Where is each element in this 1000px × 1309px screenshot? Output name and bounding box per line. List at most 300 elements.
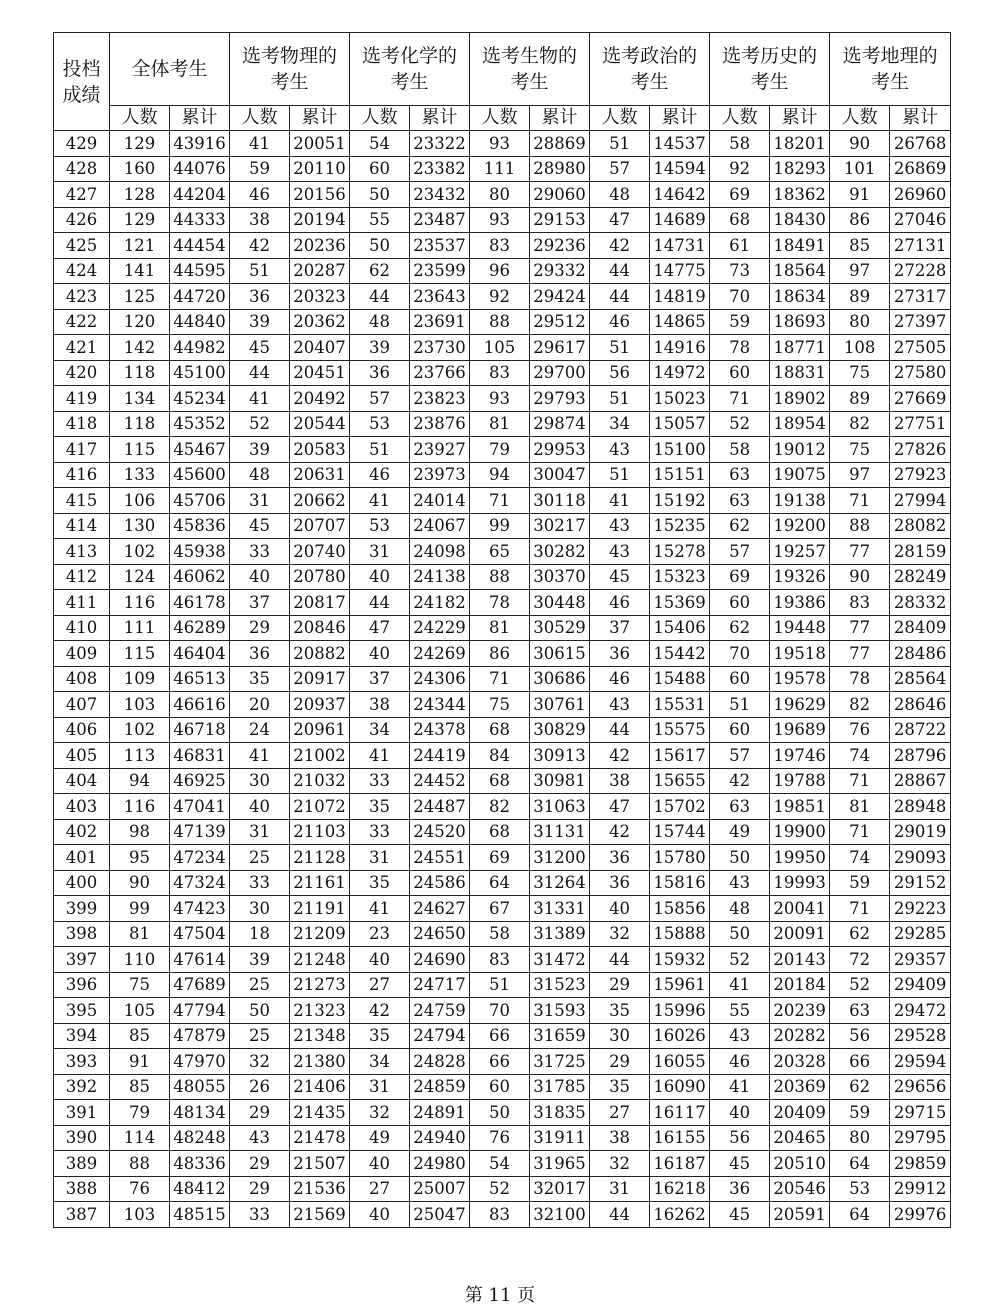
table-row (54, 921, 951, 947)
cumulative-cell: 46718 (170, 717, 230, 743)
score-cell: 387 (54, 1202, 110, 1228)
cumulative-cell: 20184 (770, 972, 830, 998)
cumulative-cell: 21406 (290, 1074, 350, 1100)
cumulative-cell: 23643 (410, 284, 470, 310)
count-cell: 40 (230, 794, 290, 820)
count-cell: 31 (590, 1176, 650, 1202)
cumulative-cell: 30761 (530, 692, 590, 718)
cumulative-cell: 31200 (530, 845, 590, 871)
cumulative-cell: 16090 (650, 1074, 710, 1100)
count-cell: 41 (350, 743, 410, 769)
group-header-chemistry: 选考化学的考生 (350, 33, 470, 106)
score-cell: 419 (54, 386, 110, 412)
count-header: 人数 (710, 106, 770, 131)
count-cell: 81 (110, 921, 170, 947)
cumulative-cell: 24014 (410, 488, 470, 514)
count-cell: 46 (590, 590, 650, 616)
count-cell: 109 (110, 666, 170, 692)
cumulative-cell: 21161 (290, 870, 350, 896)
count-cell: 44 (230, 360, 290, 386)
count-cell: 50 (710, 921, 770, 947)
table-row (54, 335, 951, 361)
cumulative-cell: 15961 (650, 972, 710, 998)
cumulative-cell: 16117 (650, 1100, 710, 1126)
cumulative-cell: 18491 (770, 233, 830, 259)
cumulative-cell: 30981 (530, 768, 590, 794)
count-cell: 35 (350, 794, 410, 820)
count-cell: 57 (590, 156, 650, 182)
cumulative-cell: 20917 (290, 666, 350, 692)
count-cell: 68 (470, 768, 530, 794)
count-cell: 48 (710, 896, 770, 922)
cumulative-cell: 15856 (650, 896, 710, 922)
count-cell: 35 (350, 1023, 410, 1049)
count-cell: 41 (590, 488, 650, 514)
cumulative-cell: 19075 (770, 462, 830, 488)
cumulative-cell: 28486 (890, 641, 951, 667)
count-cell: 83 (470, 947, 530, 973)
cumulative-cell: 27669 (890, 386, 951, 412)
score-cell: 429 (54, 131, 110, 157)
cumulative-cell: 18771 (770, 335, 830, 361)
count-cell: 40 (230, 564, 290, 590)
cumulative-cell: 16218 (650, 1176, 710, 1202)
count-cell: 160 (110, 156, 170, 182)
count-header: 人数 (110, 106, 170, 131)
cumulative-cell: 23927 (410, 437, 470, 463)
cumulative-cell: 31264 (530, 870, 590, 896)
cumulative-cell: 21348 (290, 1023, 350, 1049)
cumulative-cell: 19788 (770, 768, 830, 794)
cumulative-cell: 20239 (770, 998, 830, 1024)
cumulative-cell: 48515 (170, 1202, 230, 1228)
count-cell: 53 (830, 1176, 890, 1202)
cumulative-cell: 29795 (890, 1125, 951, 1151)
cumulative-cell: 29019 (890, 819, 951, 845)
table-row (54, 156, 951, 182)
score-cell: 418 (54, 411, 110, 437)
count-cell: 118 (110, 411, 170, 437)
count-cell: 93 (470, 207, 530, 233)
cumulative-cell: 46062 (170, 564, 230, 590)
table-row (54, 896, 951, 922)
cumulative-cell: 24551 (410, 845, 470, 871)
count-cell: 29 (230, 1100, 290, 1126)
table-row (54, 1023, 951, 1049)
count-cell: 85 (110, 1023, 170, 1049)
cumulative-cell: 21569 (290, 1202, 350, 1228)
cumulative-cell: 21248 (290, 947, 350, 973)
score-cell: 416 (54, 462, 110, 488)
count-cell: 77 (830, 539, 890, 565)
table-row (54, 743, 951, 769)
count-cell: 41 (710, 972, 770, 998)
cumulative-cell: 24759 (410, 998, 470, 1024)
count-cell: 71 (830, 819, 890, 845)
count-cell: 55 (350, 207, 410, 233)
cumulative-cell: 46178 (170, 590, 230, 616)
cumulative-cell: 28159 (890, 539, 951, 565)
count-cell: 103 (110, 692, 170, 718)
count-cell: 83 (470, 360, 530, 386)
cumulative-cell: 20328 (770, 1049, 830, 1075)
count-cell: 44 (590, 1202, 650, 1228)
cumulative-cell: 15151 (650, 462, 710, 488)
count-cell: 62 (830, 1074, 890, 1100)
cumulative-cell: 19900 (770, 819, 830, 845)
score-cell: 404 (54, 768, 110, 794)
cumulative-cell: 27228 (890, 258, 951, 284)
cumulative-cell: 23876 (410, 411, 470, 437)
cumulative-cell: 31331 (530, 896, 590, 922)
count-cell: 51 (590, 131, 650, 157)
table-row (54, 233, 951, 259)
cumulative-cell: 47794 (170, 998, 230, 1024)
cumulative-cell: 47614 (170, 947, 230, 973)
count-cell: 33 (230, 539, 290, 565)
count-cell: 111 (110, 615, 170, 641)
score-cell: 402 (54, 819, 110, 845)
cumulative-cell: 18831 (770, 360, 830, 386)
cumulative-cell: 14731 (650, 233, 710, 259)
count-cell: 63 (710, 794, 770, 820)
count-cell: 64 (470, 870, 530, 896)
count-cell: 63 (710, 488, 770, 514)
count-cell: 75 (830, 360, 890, 386)
cumulative-cell: 30448 (530, 590, 590, 616)
cumulative-cell: 23599 (410, 258, 470, 284)
cumulative-cell: 20194 (290, 207, 350, 233)
cumulative-cell: 29793 (530, 386, 590, 412)
count-header: 人数 (230, 106, 290, 131)
count-cell: 95 (110, 845, 170, 871)
table-row (54, 131, 951, 157)
count-cell: 25 (230, 1023, 290, 1049)
count-cell: 33 (350, 768, 410, 794)
cumulative-cell: 28869 (530, 131, 590, 157)
cumulative-cell: 15996 (650, 998, 710, 1024)
score-cell: 414 (54, 513, 110, 539)
cumulative-cell: 21072 (290, 794, 350, 820)
cumulative-cell: 47324 (170, 870, 230, 896)
count-cell: 48 (350, 309, 410, 335)
cumulative-cell: 29715 (890, 1100, 951, 1126)
count-cell: 36 (590, 845, 650, 871)
count-cell: 83 (470, 233, 530, 259)
table-row (54, 666, 951, 692)
count-cell: 101 (830, 156, 890, 182)
cumulative-cell: 16155 (650, 1125, 710, 1151)
cumulative-cell: 21435 (290, 1100, 350, 1126)
cumulative-cell: 21380 (290, 1049, 350, 1075)
cumulative-cell: 30529 (530, 615, 590, 641)
cumulative-cell: 46831 (170, 743, 230, 769)
count-cell: 50 (470, 1100, 530, 1126)
count-cell: 68 (470, 717, 530, 743)
cumulative-cell: 19746 (770, 743, 830, 769)
table-row (54, 284, 951, 310)
count-cell: 69 (470, 845, 530, 871)
cumulative-cell: 45352 (170, 411, 230, 437)
count-cell: 54 (470, 1151, 530, 1177)
count-cell: 31 (230, 819, 290, 845)
group-header-history: 选考历史的考生 (710, 33, 830, 106)
cumulative-cell: 29874 (530, 411, 590, 437)
count-cell: 84 (470, 743, 530, 769)
count-cell: 57 (710, 539, 770, 565)
cumulative-cell: 30282 (530, 539, 590, 565)
table-row (54, 845, 951, 871)
cumulative-cell: 24794 (410, 1023, 470, 1049)
count-cell: 29 (590, 972, 650, 998)
cumulative-cell: 20510 (770, 1151, 830, 1177)
count-cell: 51 (590, 462, 650, 488)
table-row (54, 692, 951, 718)
count-cell: 49 (710, 819, 770, 845)
count-cell: 60 (710, 590, 770, 616)
count-cell: 31 (350, 539, 410, 565)
cumulative-cell: 44840 (170, 309, 230, 335)
cumulative-cell: 21002 (290, 743, 350, 769)
cumulative-cell: 18634 (770, 284, 830, 310)
count-cell: 88 (110, 1151, 170, 1177)
cumulative-cell: 18564 (770, 258, 830, 284)
cumulative-cell: 19257 (770, 539, 830, 565)
cumulative-cell: 14916 (650, 335, 710, 361)
cumulative-cell: 19518 (770, 641, 830, 667)
cumulative-cell: 15442 (650, 641, 710, 667)
cumulative-cell: 29332 (530, 258, 590, 284)
cumulative-cell: 21209 (290, 921, 350, 947)
cumulative-cell: 20110 (290, 156, 350, 182)
count-cell: 42 (590, 743, 650, 769)
count-cell: 33 (350, 819, 410, 845)
count-cell: 77 (830, 615, 890, 641)
cumulative-cell: 26960 (890, 182, 951, 208)
count-cell: 116 (110, 794, 170, 820)
count-cell: 57 (710, 743, 770, 769)
count-cell: 25 (230, 972, 290, 998)
count-cell: 43 (590, 539, 650, 565)
cumulative-cell: 20591 (770, 1202, 830, 1228)
cumulative-cell: 19200 (770, 513, 830, 539)
count-cell: 45 (710, 1151, 770, 1177)
count-cell: 52 (710, 411, 770, 437)
table-row (54, 207, 951, 233)
cumulative-cell: 28948 (890, 794, 951, 820)
cumulative-cell: 24627 (410, 896, 470, 922)
count-cell: 43 (230, 1125, 290, 1151)
table-row (54, 1202, 951, 1228)
count-cell: 30 (590, 1023, 650, 1049)
count-cell: 71 (470, 488, 530, 514)
score-cell: 409 (54, 641, 110, 667)
count-cell: 44 (590, 258, 650, 284)
cumulative-cell: 27751 (890, 411, 951, 437)
count-cell: 74 (830, 845, 890, 871)
cumulative-cell: 29512 (530, 309, 590, 335)
count-cell: 105 (470, 335, 530, 361)
cumulative-cell: 31911 (530, 1125, 590, 1151)
count-cell: 38 (230, 207, 290, 233)
count-cell: 98 (110, 819, 170, 845)
cumulative-cell: 30686 (530, 666, 590, 692)
cumulative-cell: 24452 (410, 768, 470, 794)
cumulative-cell: 32017 (530, 1176, 590, 1202)
cumulative-cell: 47879 (170, 1023, 230, 1049)
cumulative-cell: 16026 (650, 1023, 710, 1049)
count-cell: 82 (830, 692, 890, 718)
cumulative-cell: 20882 (290, 641, 350, 667)
cumulative-cell: 16262 (650, 1202, 710, 1228)
count-cell: 118 (110, 360, 170, 386)
score-cell: 425 (54, 233, 110, 259)
count-cell: 47 (590, 207, 650, 233)
cumulative-cell: 27923 (890, 462, 951, 488)
cumulative-cell: 20156 (290, 182, 350, 208)
count-cell: 80 (830, 309, 890, 335)
count-cell: 31 (230, 488, 290, 514)
cumulative-cell: 27397 (890, 309, 951, 335)
count-cell: 40 (350, 947, 410, 973)
cumulative-cell: 18362 (770, 182, 830, 208)
count-cell: 67 (470, 896, 530, 922)
count-cell: 40 (590, 896, 650, 922)
cumulative-cell: 20451 (290, 360, 350, 386)
cumulative-cell: 48336 (170, 1151, 230, 1177)
cumulative-cell: 23382 (410, 156, 470, 182)
count-cell: 64 (830, 1202, 890, 1228)
count-cell: 71 (830, 896, 890, 922)
count-cell: 80 (830, 1125, 890, 1151)
cumulative-cell: 14689 (650, 207, 710, 233)
cumulative-cell: 46925 (170, 768, 230, 794)
count-cell: 75 (470, 692, 530, 718)
table-row (54, 437, 951, 463)
count-cell: 66 (830, 1049, 890, 1075)
cumulative-cell: 47139 (170, 819, 230, 845)
count-cell: 80 (470, 182, 530, 208)
cumulative-cell: 20740 (290, 539, 350, 565)
score-cell: 398 (54, 921, 110, 947)
score-cell: 393 (54, 1049, 110, 1075)
count-cell: 58 (470, 921, 530, 947)
count-cell: 90 (830, 564, 890, 590)
cumulative-cell: 14819 (650, 284, 710, 310)
cumulative-cell: 31063 (530, 794, 590, 820)
cumulative-cell: 16055 (650, 1049, 710, 1075)
count-cell: 43 (710, 1023, 770, 1049)
score-cell: 417 (54, 437, 110, 463)
cumulative-cell: 24487 (410, 794, 470, 820)
cumulative-cell: 24717 (410, 972, 470, 998)
cumulative-cell: 24419 (410, 743, 470, 769)
table-row (54, 513, 951, 539)
cumulative-cell: 24138 (410, 564, 470, 590)
count-cell: 70 (710, 284, 770, 310)
count-cell: 46 (350, 462, 410, 488)
cumulative-cell: 15780 (650, 845, 710, 871)
cumulative-cell: 20817 (290, 590, 350, 616)
cumulative-cell: 24182 (410, 590, 470, 616)
count-cell: 41 (350, 488, 410, 514)
count-cell: 34 (350, 1049, 410, 1075)
cumulative-cell: 24229 (410, 615, 470, 641)
cumulative-cell: 45938 (170, 539, 230, 565)
count-cell: 89 (830, 284, 890, 310)
count-cell: 59 (710, 309, 770, 335)
count-cell: 64 (830, 1151, 890, 1177)
count-cell: 53 (350, 411, 410, 437)
cumulative-cell: 23730 (410, 335, 470, 361)
score-cell: 401 (54, 845, 110, 871)
cumulative-cell: 20409 (770, 1100, 830, 1126)
count-cell: 82 (470, 794, 530, 820)
cumulative-cell: 19629 (770, 692, 830, 718)
table-row (54, 870, 951, 896)
count-cell: 94 (110, 768, 170, 794)
cumulative-cell: 43916 (170, 131, 230, 157)
count-cell: 36 (710, 1176, 770, 1202)
count-cell: 72 (830, 947, 890, 973)
count-cell: 36 (350, 360, 410, 386)
cumulative-header: 累计 (290, 106, 350, 131)
score-cell: 424 (54, 258, 110, 284)
count-cell: 46 (710, 1049, 770, 1075)
cumulative-cell: 15888 (650, 921, 710, 947)
count-cell: 124 (110, 564, 170, 590)
count-cell: 133 (110, 462, 170, 488)
cumulative-cell: 29285 (890, 921, 951, 947)
cumulative-cell: 46289 (170, 615, 230, 641)
count-cell: 130 (110, 513, 170, 539)
table-row (54, 411, 951, 437)
cumulative-cell: 31659 (530, 1023, 590, 1049)
count-cell: 63 (710, 462, 770, 488)
cumulative-cell: 29912 (890, 1176, 951, 1202)
cumulative-cell: 20465 (770, 1125, 830, 1151)
count-cell: 71 (710, 386, 770, 412)
score-cell: 415 (54, 488, 110, 514)
cumulative-cell: 44204 (170, 182, 230, 208)
count-cell: 91 (110, 1049, 170, 1075)
count-cell: 92 (470, 284, 530, 310)
count-cell: 91 (830, 182, 890, 208)
cumulative-cell: 15816 (650, 870, 710, 896)
cumulative-cell: 28409 (890, 615, 951, 641)
count-cell: 25 (230, 845, 290, 871)
count-cell: 45 (230, 335, 290, 361)
table-row (54, 641, 951, 667)
count-cell: 32 (230, 1049, 290, 1075)
cumulative-cell: 20369 (770, 1074, 830, 1100)
cumulative-cell: 20143 (770, 947, 830, 973)
count-cell: 111 (470, 156, 530, 182)
header-row-groups (54, 33, 951, 106)
table-row (54, 972, 951, 998)
cumulative-cell: 29223 (890, 896, 951, 922)
cumulative-cell: 20362 (290, 309, 350, 335)
cumulative-cell: 29093 (890, 845, 951, 871)
count-cell: 56 (710, 1125, 770, 1151)
cumulative-header: 累计 (410, 106, 470, 131)
cumulative-cell: 45706 (170, 488, 230, 514)
count-cell: 70 (470, 998, 530, 1024)
count-cell: 134 (110, 386, 170, 412)
cumulative-cell: 24378 (410, 717, 470, 743)
table-row (54, 998, 951, 1024)
count-cell: 41 (230, 386, 290, 412)
